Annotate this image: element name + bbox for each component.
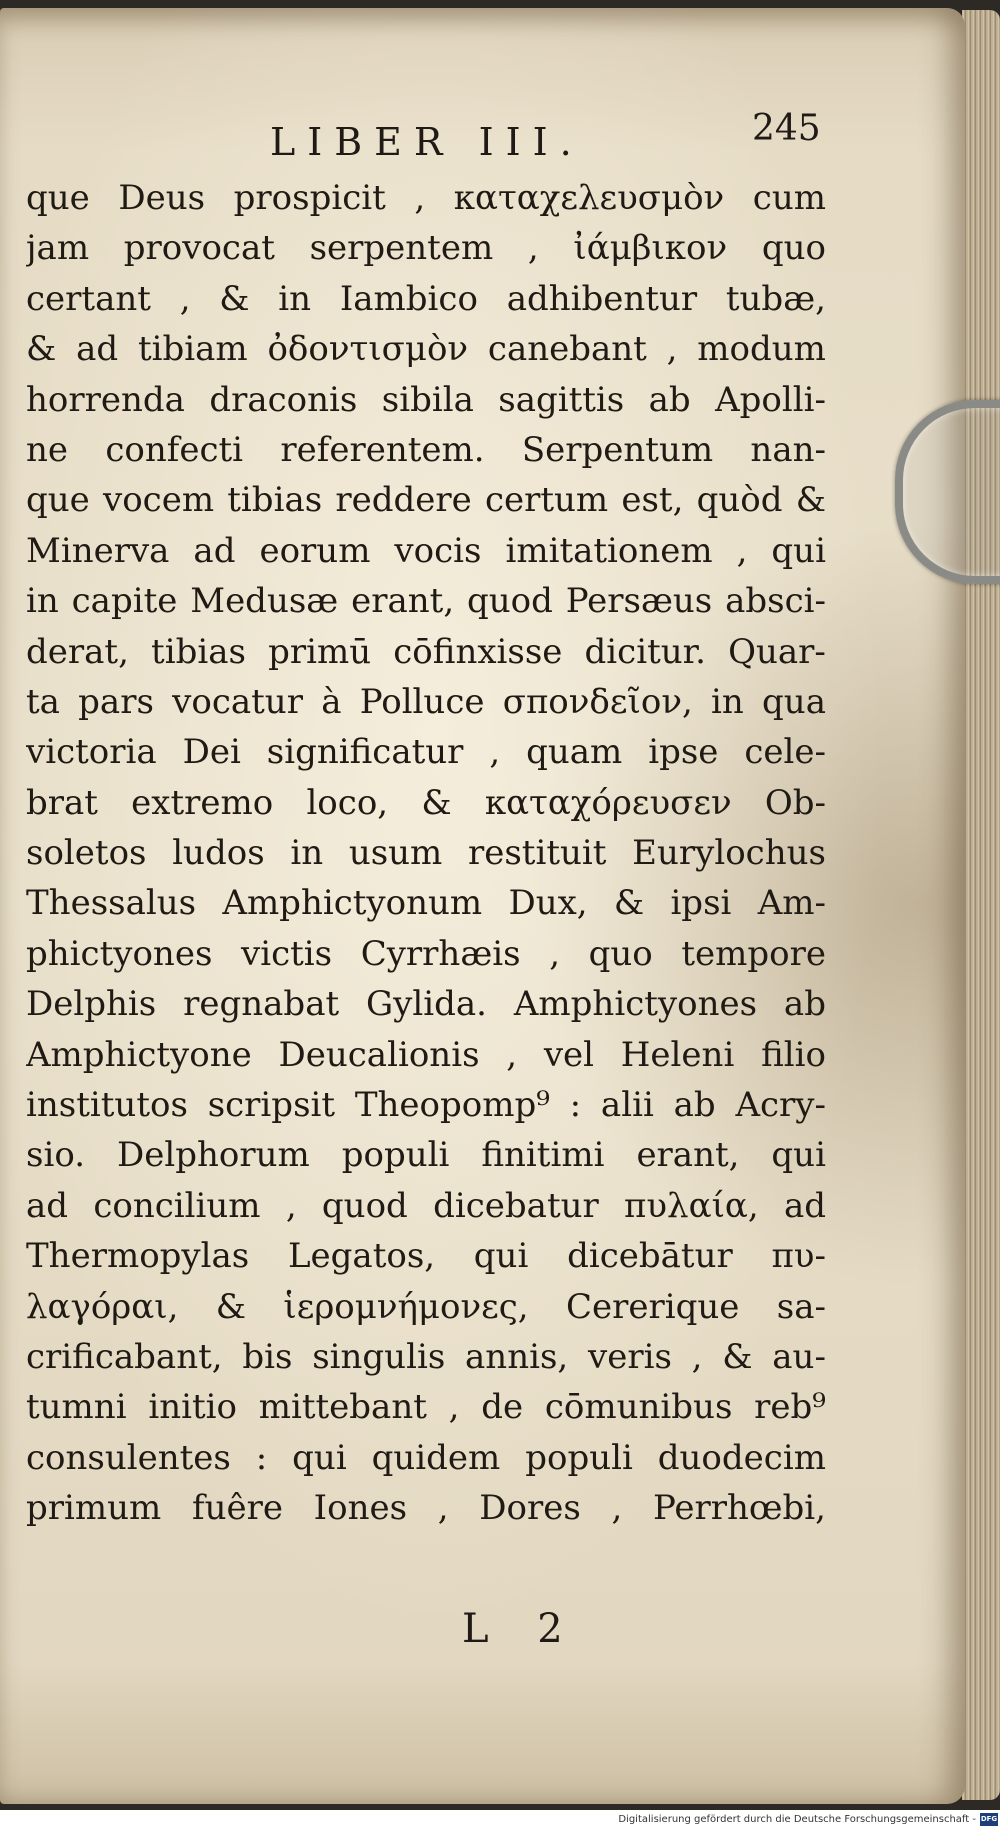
text-line: derat, tibias primū cōfinxisse dicitur. Quar- [26,631,826,672]
text-line: primum fuêre Iones , Dores , Perrhœbi, [26,1488,826,1529]
credit-text: Digitalisierung gefördert durch die Deutsche Forschungsgemeinschaft - [618,1814,976,1825]
text-line: ad concilium , quod dicebatur πυλαία, ad [26,1185,826,1226]
text-line: que Deus prospicit , καταχελευσμὸν cum [26,178,826,218]
text-line: consulentes : qui quidem populi duodecim [26,1437,826,1478]
footer-bar [0,1810,1000,1832]
text-line: tumni initio mittebant , de cōmunibus reb⁹ [26,1387,826,1428]
text-line: ta pars vocatur à Polluce σπονδεῖον, in qua [26,681,826,722]
text-line: ne confecti referentem. Serpentum nan- [26,429,826,470]
text-line: Amphictyone Deucalionis , vel Heleni filio [26,1034,826,1075]
page-edges [962,10,1000,1800]
text-line: Thermopylas Legatos, qui dicebātur πυ- [26,1236,826,1277]
text-line: phictyones victis Cyrrhæis , quo tempore [26,933,826,974]
text-line: jam provocat serpentem , ἰάμβικον quo [26,228,826,269]
text-line: brat extremo loco, & καταχόρευσεν Ob- [26,782,826,823]
text-line: in capite Medusæ erant, quod Persæus absci- [26,581,826,622]
dfg-logo: DFG [980,1813,998,1826]
text-line: λαγόραι, & ἱερομνήμονες, Cererique sa- [26,1286,826,1327]
running-head: LIBER III. [270,120,584,164]
text-line: Minerva ad eorum vocis imitationem , qui [26,530,826,571]
text-line: Delphis regnabat Gylida. Amphictyones ab [26,984,826,1025]
text-line: crificabant, bis singulis annis, veris , & au- [26,1336,826,1377]
body-text [26,173,826,1534]
text-line: & ad tibiam ὀδοντισμὸν canebant , modum [26,329,826,370]
text-line: certant , & in Iambico adhibentur tubæ, [26,278,826,319]
text-line: institutos scripsit Theopomp⁹ : alii ab Acry- [26,1085,826,1126]
text-line: que vocem tibias reddere certum est, quòd & [26,480,826,521]
signature-mark: L 2 [462,1606,581,1652]
page-number: 245 [752,108,821,149]
text-line: horrenda draconis sibila sagittis ab Apolli- [26,379,826,420]
text-line: sio. Delphorum populi finitimi erant, qui [26,1135,826,1176]
text-line: Thessalus Amphictyonum Dux, & ipsi Am- [26,883,826,924]
text-line: soletos ludos in usum restituit Eurylochus [26,833,826,874]
text-line: victoria Dei significatur , quam ipse cele- [26,732,826,773]
book-page [0,8,965,1804]
